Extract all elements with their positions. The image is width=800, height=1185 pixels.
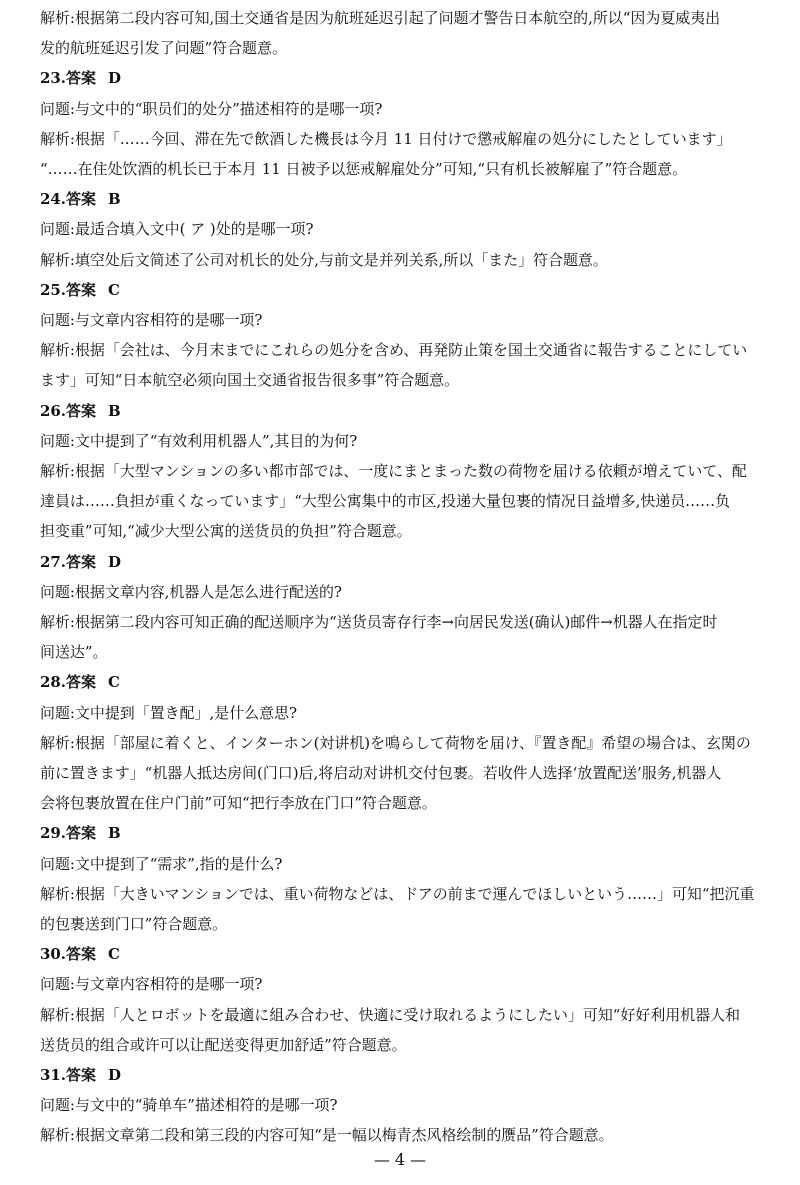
answer-letter: D [107,1066,121,1084]
page-number: — 4 — [373,1150,427,1169]
text-line: 问题:文中提到了“需求”,指的是什么? [40,854,283,873]
text-line: 解析:根据「会社は、今月末までにこれらの処分を含め、再発防止策を国土交通省に報告することにしてい [40,341,748,360]
text-line-continued: ます」可知“日本航空必须向国土交通省报告很多事”符合题意。 [40,371,460,390]
text-line-continued: 送货员的组合或许可以让配送变得更加舒适”符合题意。 [40,1035,407,1054]
text-line-continued: 间送达”。 [40,643,108,662]
text-line: 解析:根据「……今回、滞在先で飲酒した機長は今月 11 日付けで懲戒解雇の処分にしたとしています」 [40,129,732,148]
text-line: 问题:根据文章内容,机器人是怎么进行配送的? [40,582,342,601]
answer-heading [0,68,800,88]
answer-label: 答案 [66,552,96,571]
text-line: 解析:填空处后文简述了公司对机长的处分,与前文是并列关系,所以「また」符合题意。 [40,250,608,269]
question-number: 24. [40,190,67,209]
question-number: 25. [40,280,67,299]
text-line: 解析:根据第二段内容可知,国土交通省是因为航班延迟引起了问题才警告日本航空的,所以“因为夏威夷出 [40,9,721,27]
answer-letter: D [107,552,121,571]
answer-letter: C [107,673,120,692]
answer-heading [0,823,800,843]
answer-heading [0,189,800,209]
question-number: 27. [40,552,67,571]
question-number: 30. [40,945,67,964]
text-line: 问题:最适合填入文中( ア )处的是哪一项? [40,220,314,239]
text-line-continued: 担变重”可知,“减少大型公寓的送货员的负担”符合题意。 [40,522,412,541]
answer-label: 答案 [66,401,96,420]
answer-label: 答案 [66,824,96,843]
answer-label: 答案 [66,280,96,299]
text-line: 问题:文中提到「置き配」,是什么意思? [40,703,298,722]
question-number: 29. [40,824,67,843]
text-line: 问题:与文章内容相符的是哪一项? [40,311,263,329]
text-line-continued: 发的航班延迟引发了问题”符合题意。 [40,39,287,58]
text-line: “……在住处饮酒的机长已于本月 11 日被予以惩戒解雇处分”可知,“只有机长被解雇了”符合题意。 [40,160,688,178]
answer-heading [0,672,800,692]
answer-letter: C [107,280,120,299]
answer-letter: B [107,190,121,209]
answer-heading [0,280,800,300]
text-line: 解析:根据「人とロボットを最適に組み合わせ、快適に受け取れるようにしたい」可知“好好利用机器人和 [40,1005,741,1024]
answer-heading [0,401,800,421]
answer-label: 答案 [66,69,96,88]
answer-heading [0,1065,800,1085]
answer-heading [0,944,800,964]
answer-letter: D [107,69,121,88]
answer-letter: B [107,401,121,420]
text-line-continued: 会将包裹放置在住户门前”可知“把行李放在门口”符合题意。 [40,794,437,813]
text-line: 问题:与文中的“骑单车”描述相符的是哪一项? [40,1096,338,1115]
text-line: 解析:根据「大きいマンションでは、重い荷物などは、ドアの前まで運んでほしいという……」可知“把沉重 [40,884,755,903]
text-line-continued: 達員は……負担が重くなっています」“大型公寓集中的市区,投递大量包裹的情况日益增多,快递员……负 [40,492,731,511]
answer-label: 答案 [66,1066,96,1084]
question-number: 23. [40,69,67,88]
answer-label: 答案 [66,190,96,209]
answer-label: 答案 [66,945,96,964]
text-line: 解析:根据文章第二段和第三段的内容可知“是一幅以梅青杰风格绘制的赝品”符合题意。 [40,1126,614,1145]
text-line: 解析:根据「部屋に着くと、インターホン(対讲机)を鳴らして荷物を届け、『置き配』希望の場合は、玄関の [40,733,751,752]
text-line: 问题:与文中的“职员们的处分”描述相符的是哪一项? [40,99,383,118]
text-line: 问题:与文章内容相符的是哪一项? [40,975,263,994]
text-line-continued: 的包裹送到门口”符合题意。 [40,915,228,933]
question-number: 31. [40,1066,67,1084]
text-line: 解析:根据第二段内容可知正确的配送顺序为“送货员寄存行李→向居民发送(确认)邮件→机器人在指定时 [40,613,718,631]
answer-letter: C [107,945,120,964]
question-number: 28. [40,673,67,692]
text-line: 问题:文中提到了“有效利用机器人”,其目的为何? [40,431,358,450]
text-line-continued: 前に置きます」“机器人抵达房间(门口)后,将启动对讲机交付包裹。若收件人选择‘放置配送’服务,机器人 [40,764,722,782]
question-number: 26. [40,401,67,420]
answer-label: 答案 [66,673,96,692]
text-line: 解析:根据「大型マンションの多い都市部では、一度にまとまった数の荷物を届ける依頼が増えていて、配 [40,462,747,480]
answer-letter: B [107,824,121,843]
answer-heading [0,552,800,572]
